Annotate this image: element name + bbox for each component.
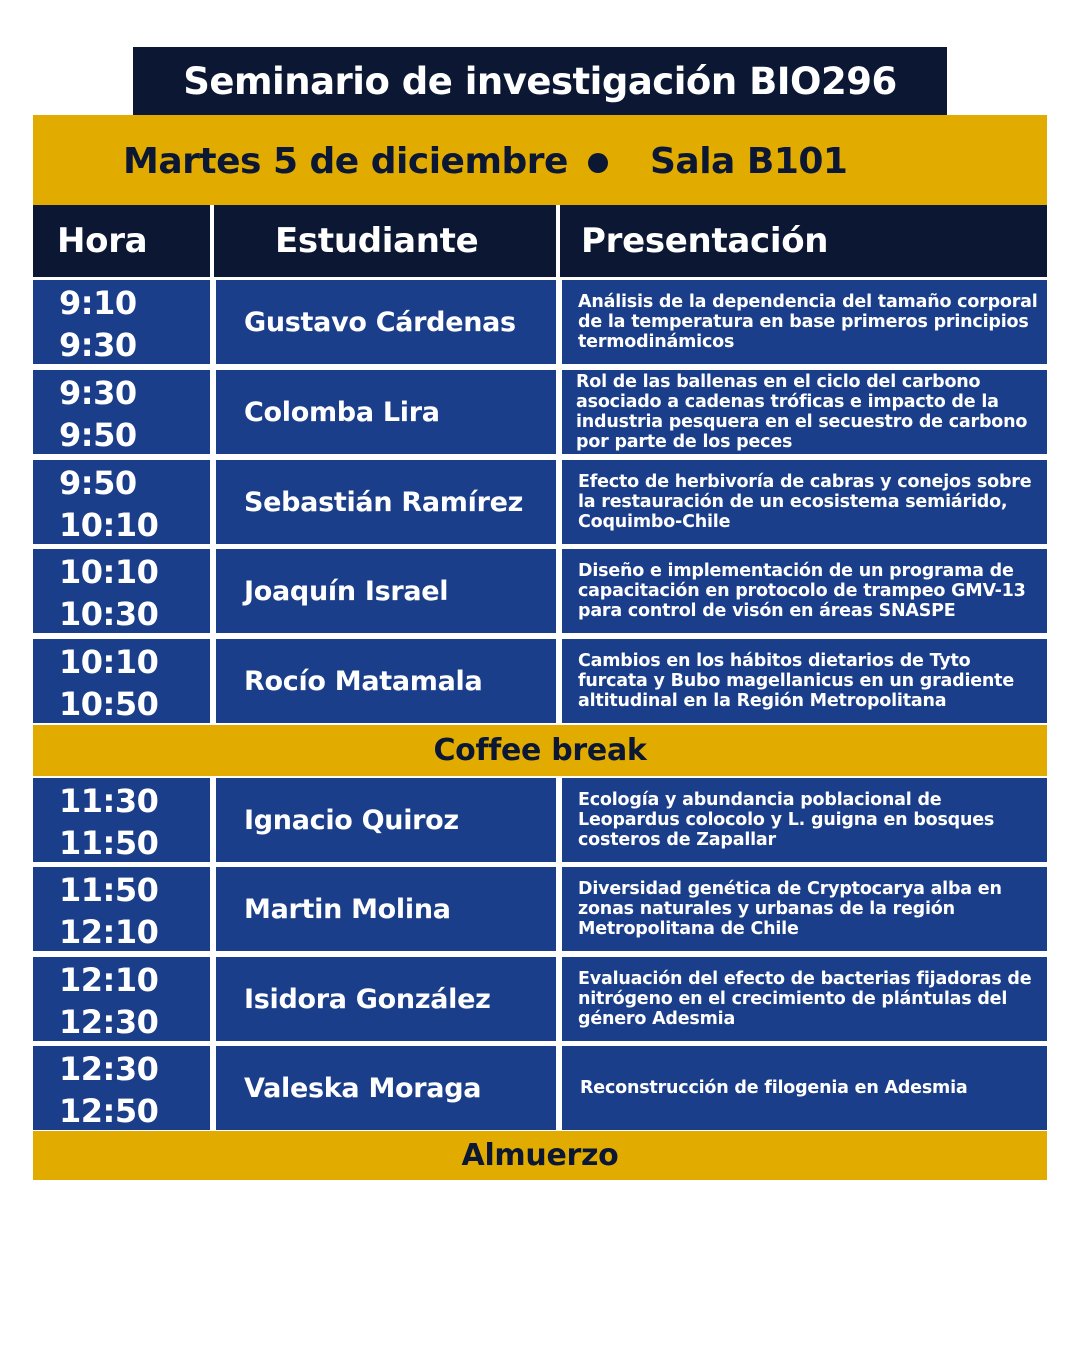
- column-header-estudiante: Estudiante: [275, 221, 479, 261]
- student-cell: [216, 1046, 556, 1130]
- student-cell: [216, 549, 556, 633]
- presentation-title: Efecto de herbivoría de cabras y conejos sobre la restauración de un ecosistema semiárido, Coquimbo-Chile: [578, 472, 1032, 532]
- schedule-row: [33, 370, 1047, 454]
- student-cell: [216, 460, 556, 544]
- start-time: 12:10: [59, 961, 159, 999]
- start-time: 9:30: [59, 374, 137, 412]
- student-cell: [216, 639, 556, 723]
- presentation-cell: [562, 778, 1047, 862]
- presentation-title: Análisis de la dependencia del tamaño corporal de la temperatura en base primeros principios termodinámicos: [578, 292, 1038, 352]
- student-name: Sebastián Ramírez: [244, 486, 524, 518]
- table-header: [33, 205, 1047, 277]
- bullet-dot: [588, 153, 608, 173]
- end-time: 10:10: [59, 506, 159, 544]
- schedule-row: [33, 778, 1047, 862]
- schedule-row: [33, 1046, 1047, 1130]
- presentation-cell: [562, 639, 1047, 723]
- student-cell: [216, 957, 556, 1041]
- date-banner: [33, 115, 1047, 205]
- start-time: 10:10: [59, 643, 159, 681]
- student-name: Colomba Lira: [244, 396, 440, 428]
- start-time: 12:30: [59, 1050, 159, 1088]
- end-time: 10:30: [59, 595, 159, 633]
- time-cell: [33, 549, 210, 633]
- presentation-title: Reconstrucción de filogenia en Adesmia: [580, 1078, 968, 1098]
- time-cell: [33, 957, 210, 1041]
- presentation-title: Diversidad genética de Cryptocarya alba en zonas naturales y urbanas de la región Metropolitana de Chile: [578, 879, 1002, 939]
- schedule-row: [33, 280, 1047, 364]
- student-name: Martin Molina: [244, 893, 451, 925]
- column-divider: [556, 205, 560, 277]
- start-time: 9:10: [59, 284, 137, 322]
- time-cell: [33, 460, 210, 544]
- schedule-row: [33, 867, 1047, 951]
- time-cell: [33, 778, 210, 862]
- presentation-cell: [562, 280, 1047, 364]
- student-name: Rocío Matamala: [244, 665, 483, 697]
- start-time: 10:10: [59, 553, 159, 591]
- schedule-row: [33, 957, 1047, 1041]
- student-name: Isidora González: [244, 983, 491, 1015]
- presentation-title: Evaluación del efecto de bacterias fijadoras de nitrógeno en el crecimiento de plántulas del género Adesmia: [578, 969, 1032, 1029]
- presentation-cell: [562, 549, 1047, 633]
- end-time: 9:50: [59, 416, 137, 454]
- presentation-title: Cambios en los hábitos dietarios de Tyto furcata y Bubo magellanicus en un gradiente altitudinal en la Región Metropolitana: [578, 651, 1015, 711]
- end-time: 10:50: [59, 685, 159, 723]
- time-cell: [33, 1046, 210, 1130]
- time-cell: [33, 867, 210, 951]
- presentation-title: Ecología y abundancia poblacional de Leopardus colocolo y L. guigna en bosques costeros de Zapallar: [578, 790, 995, 850]
- presentation-title: Rol de las ballenas en el ciclo del carbono asociado a cadenas tróficas e impacto de la industria pesquera en el secuestro de carbono por parte de los peces: [576, 372, 1028, 452]
- time-cell: [33, 280, 210, 364]
- end-time: 11:50: [59, 824, 159, 862]
- presentation-cell: [562, 460, 1047, 544]
- student-cell: [216, 370, 556, 454]
- session-date: Martes 5 de diciembre: [123, 141, 568, 182]
- presentation-cell: [562, 867, 1047, 951]
- column-divider: [210, 205, 214, 277]
- presentation-cell: [562, 957, 1047, 1041]
- column-header-presentacion: Presentación: [581, 221, 829, 261]
- presentation-title: Diseño e implementación de un programa de capacitación en protocolo de trampeo GMV-13 para control de visón en áreas SNASPE: [578, 561, 1026, 621]
- end-time: 12:30: [59, 1003, 159, 1041]
- start-time: 9:50: [59, 464, 137, 502]
- time-cell: [33, 639, 210, 723]
- time-cell: [33, 370, 210, 454]
- student-cell: [216, 867, 556, 951]
- schedule-row: [33, 460, 1047, 544]
- end-time: 9:30: [59, 326, 137, 364]
- coffee-break-bar: Coffee break: [33, 725, 1047, 776]
- student-name: Valeska Moraga: [244, 1072, 482, 1104]
- student-name: Ignacio Quiroz: [244, 804, 459, 836]
- page-title: Seminario de investigación BIO296: [133, 47, 947, 115]
- start-time: 11:30: [59, 782, 159, 820]
- column-header-hora: Hora: [57, 221, 148, 261]
- session-room: Sala B101: [650, 141, 848, 182]
- start-time: 11:50: [59, 871, 159, 909]
- student-cell: [216, 280, 556, 364]
- student-name: Gustavo Cárdenas: [244, 306, 516, 338]
- student-cell: [216, 778, 556, 862]
- schedule-row: [33, 549, 1047, 633]
- presentation-cell: [562, 370, 1047, 454]
- end-time: 12:10: [59, 913, 159, 951]
- student-name: Joaquín Israel: [244, 575, 449, 607]
- end-time: 12:50: [59, 1092, 159, 1130]
- lunch-bar: Almuerzo: [33, 1131, 1047, 1180]
- schedule-row: [33, 639, 1047, 723]
- presentation-cell: [562, 1046, 1047, 1130]
